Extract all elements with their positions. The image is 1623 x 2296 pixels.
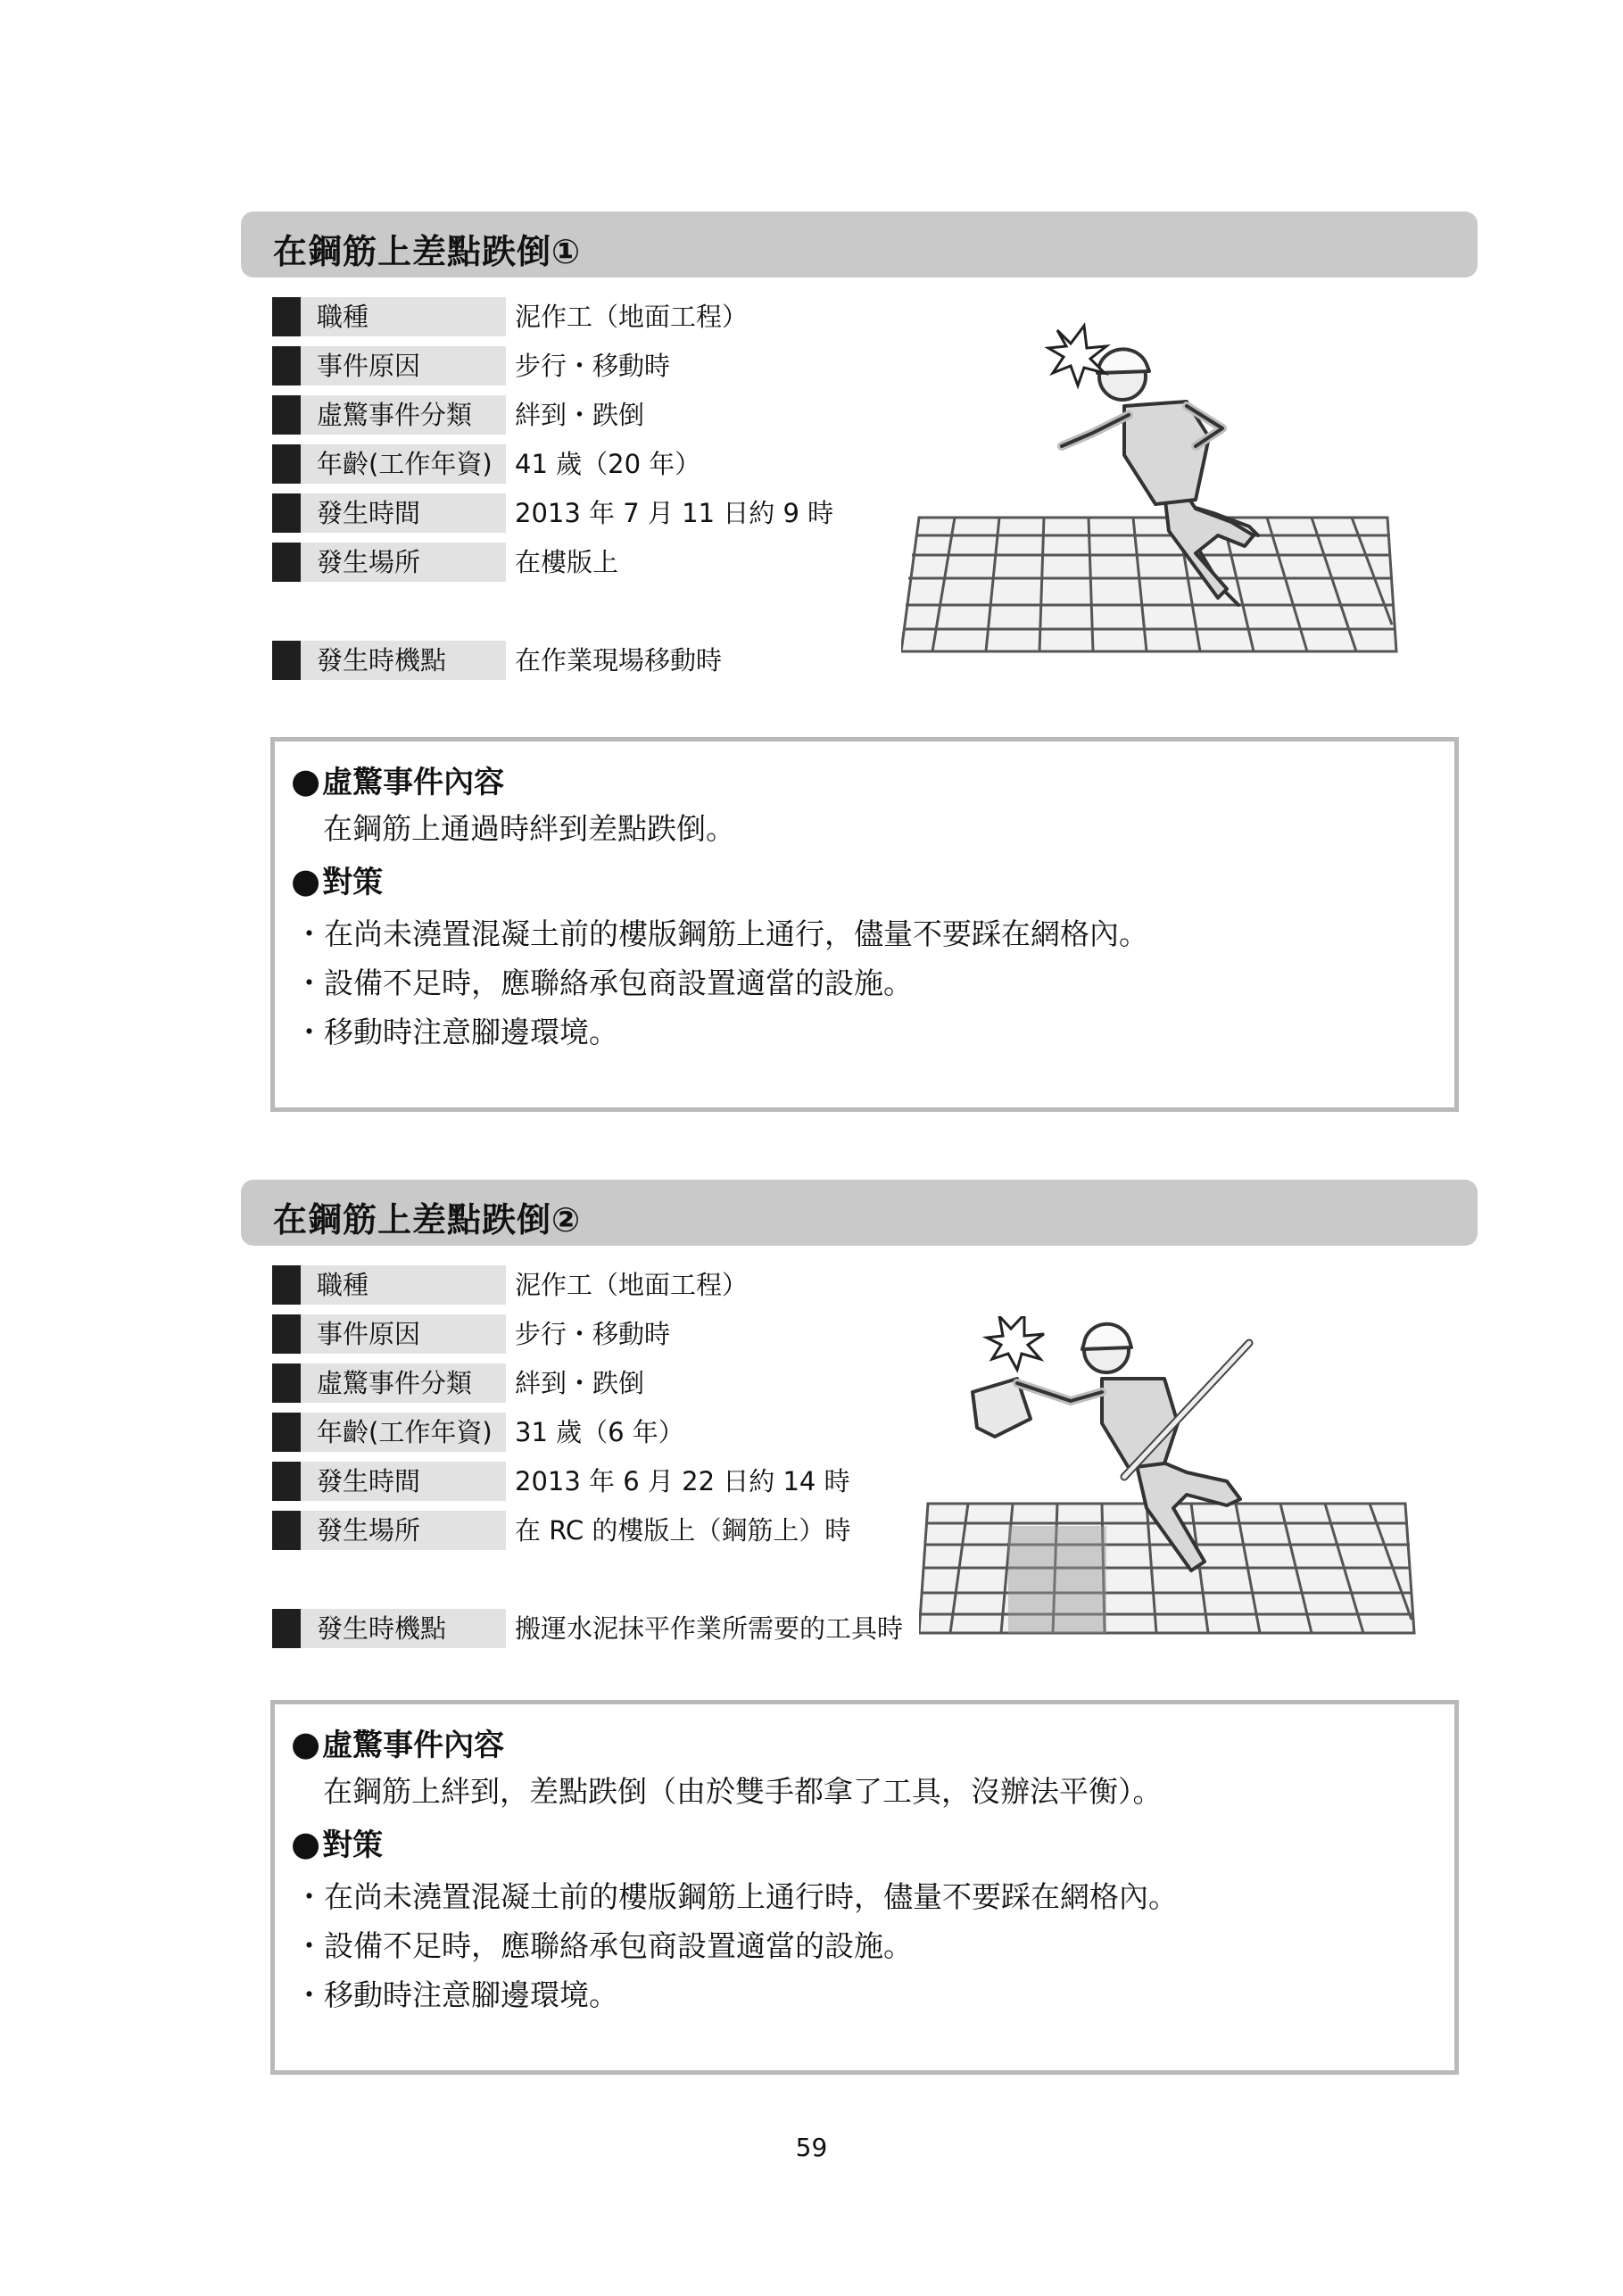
measure-item: ・移動時注意腳邊環境。 <box>294 1977 618 2012</box>
info-label: 虛驚事件分類 <box>301 395 506 435</box>
worker-tripping-illustration <box>901 321 1401 660</box>
info-value: 泥作工（地面工程） <box>515 1270 749 1300</box>
rebar-mesh-icon <box>901 518 1396 651</box>
info-label: 職種 <box>301 297 506 336</box>
row-marker <box>272 1462 301 1501</box>
info-value: 41 歲（20 年） <box>515 449 701 479</box>
bullet-icon: ● <box>291 861 321 900</box>
info-label: 發生時間 <box>301 493 506 533</box>
row-marker <box>272 1314 301 1354</box>
info-label: 年齡(工作年資) <box>301 1413 506 1452</box>
info-label: 發生時間 <box>301 1462 506 1501</box>
info-label: 發生時機點 <box>301 1609 506 1648</box>
page-number: 59 <box>795 2133 828 2162</box>
shock-burst-icon <box>987 1316 1044 1370</box>
row-marker <box>272 395 301 435</box>
info-value: 步行・移動時 <box>515 1319 671 1349</box>
info-value: 在作業現場移動時 <box>515 645 723 676</box>
row-marker <box>272 641 301 680</box>
info-value: 泥作工（地面工程） <box>515 302 749 332</box>
info-value: 步行・移動時 <box>515 351 671 381</box>
measure-item: ・設備不足時，應聯絡承包商設置適當的設施。 <box>294 1928 913 1963</box>
info-value: 在 RC 的樓版上（鋼筋上）時 <box>515 1515 851 1546</box>
row-marker <box>272 1265 301 1305</box>
row-marker <box>272 543 301 582</box>
measure-item: ・在尚未澆置混凝土前的樓版鋼筋上通行時，儘量不要踩在網格內。 <box>294 1879 1178 1914</box>
info-label: 職種 <box>301 1265 506 1305</box>
info-value: 2013 年 6 月 22 日約 14 時 <box>515 1466 850 1496</box>
info-label: 發生場所 <box>301 543 506 582</box>
worker-carrying-tools-illustration <box>919 1316 1419 1637</box>
measure-item: ・設備不足時，應聯絡承包商設置適當的設施。 <box>294 966 913 1000</box>
row-marker <box>272 1511 301 1550</box>
row-marker <box>272 297 301 336</box>
incident-content-box <box>270 737 1459 1112</box>
section-title: 在鋼筋上差點跌倒① <box>273 232 582 271</box>
info-label: 發生時機點 <box>301 641 506 680</box>
content-text: 在鋼筋上絆到，差點跌倒（由於雙手都拿了工具，沒辦法平衡）。 <box>323 1774 1163 1809</box>
measures-heading: ●對策 <box>291 1824 384 1863</box>
info-label: 事件原因 <box>301 1314 506 1354</box>
content-heading: ●虛驚事件內容 <box>291 1724 505 1763</box>
row-marker <box>272 1364 301 1403</box>
info-value: 2013 年 7 月 11 日約 9 時 <box>515 498 834 528</box>
info-label: 發生場所 <box>301 1511 506 1550</box>
info-value: 絆到・跌倒 <box>515 400 645 430</box>
row-marker <box>272 1609 301 1648</box>
content-heading: ●虛驚事件內容 <box>291 761 505 800</box>
row-marker <box>272 1413 301 1452</box>
info-label: 年齡(工作年資) <box>301 444 506 484</box>
bullet-icon: ● <box>291 1724 321 1763</box>
section-title-bar <box>241 211 1478 278</box>
incident-content-box <box>270 1700 1459 2075</box>
info-value: 絆到・跌倒 <box>515 1368 645 1398</box>
bullet-icon: ● <box>291 761 321 800</box>
info-label: 虛驚事件分類 <box>301 1364 506 1403</box>
row-marker <box>272 444 301 484</box>
row-marker <box>272 493 301 533</box>
section-title-bar <box>241 1180 1478 1246</box>
info-label: 事件原因 <box>301 346 506 385</box>
measure-item: ・移動時注意腳邊環境。 <box>294 1015 618 1049</box>
measure-item: ・在尚未澆置混凝土前的樓版鋼筋上通行，儘量不要踩在網格內。 <box>294 916 1148 951</box>
bullet-icon: ● <box>291 1824 321 1863</box>
hatched-patch-icon <box>1008 1526 1106 1633</box>
section-title: 在鋼筋上差點跌倒② <box>273 1200 582 1239</box>
info-value: 31 歲（6 年） <box>515 1417 684 1447</box>
measures-heading: ●對策 <box>291 861 384 900</box>
row-marker <box>272 346 301 385</box>
info-value: 在樓版上 <box>515 547 619 577</box>
content-text: 在鋼筋上通過時絆到差點跌倒。 <box>323 811 735 846</box>
info-value: 搬運水泥抹平作業所需要的工具時 <box>515 1613 904 1644</box>
